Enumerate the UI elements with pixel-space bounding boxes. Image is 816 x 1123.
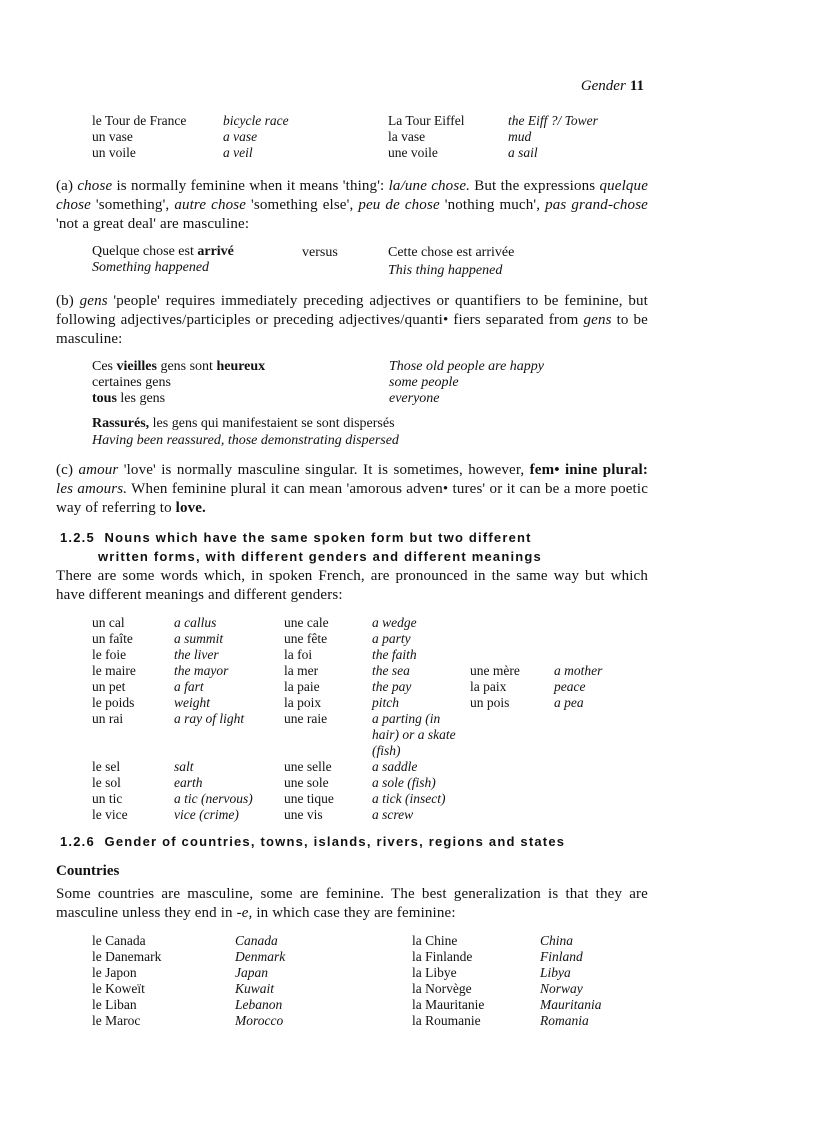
table-row [92, 615, 624, 631]
translation-cell: peace [554, 679, 586, 694]
tour-vase-voile-table [92, 113, 638, 161]
french-word-cell: la Chine [412, 933, 458, 948]
french-word-cell: la Finlande [412, 949, 473, 964]
french-word-cell: le Koweït [92, 981, 145, 996]
table-row [92, 965, 650, 981]
french-word-cell: un vase [92, 129, 133, 144]
table-row [92, 1013, 650, 1029]
example-a-french-1: Quelque chose est arrivé [92, 244, 234, 259]
french-word-cell: le Japon [92, 965, 137, 980]
table-row [92, 711, 624, 759]
french-word-cell: un cal [92, 615, 125, 630]
translation-cell: mud [508, 129, 532, 144]
translation-cell: Kuwait [235, 981, 275, 996]
french-word-cell: une sole [284, 775, 329, 790]
translation-cell: China [540, 933, 574, 948]
table-row [92, 647, 624, 663]
french-word-cell: une mère [470, 663, 520, 678]
french-word-cell: le Maroc [92, 1013, 141, 1028]
french-word-cell [470, 615, 554, 631]
translation-cell: a tick (insect) [372, 791, 446, 806]
translation-cell: a parting (in hair) or a skate (fish) [372, 711, 456, 758]
versus-label: versus [302, 245, 338, 260]
page-number: 11 [629, 78, 644, 94]
french-word-cell: un voile [92, 145, 136, 160]
french-word-cell: la foi [284, 647, 313, 662]
countries-table [92, 933, 650, 1029]
translation-cell: Canada [235, 933, 278, 948]
french-word-cell: le foie [92, 647, 127, 662]
french-word-cell: le poids [92, 695, 135, 710]
example-b-line-3: tous les gens [92, 391, 166, 406]
french-word-cell: la vase [388, 129, 426, 144]
translation-cell [554, 791, 624, 807]
french-word-cell [470, 791, 554, 807]
table-row [92, 695, 624, 711]
french-word-cell: la paix [470, 679, 507, 694]
french-word-cell: une fête [284, 631, 328, 646]
countries-subheading: Countries [56, 863, 120, 879]
translation-cell: a wedge [372, 615, 417, 630]
table-row [92, 631, 624, 647]
running-title: Gender [580, 78, 626, 94]
french-word-cell: le Tour de France [92, 113, 187, 128]
french-word-cell: le sel [92, 759, 121, 774]
translation-cell: Lebanon [235, 997, 283, 1012]
translation-cell: a ray of light [174, 711, 245, 726]
french-word-cell: le vice [92, 807, 128, 822]
translation-cell [554, 615, 624, 631]
example-b-line-1: Ces vieilles gens sont heureux [92, 359, 266, 374]
translation-cell: earth [174, 775, 203, 790]
table-row [92, 679, 624, 695]
translation-cell: the mayor [174, 663, 229, 678]
translation-cell: the sea [372, 663, 410, 678]
translation-cell: bicycle race [223, 113, 289, 128]
paragraph-c: (c) amour 'love' is normally masculine singular. It is sometimes, however, fem• inine plural: les amours. When feminine plural it can mean 'amorous adven• tures' or it can be a more poetic way of referring to love. [56, 462, 648, 516]
french-word-cell: un faîte [92, 631, 133, 646]
french-word-cell: une cale [284, 615, 329, 630]
translation-cell: a pea [554, 695, 584, 710]
translation-cell [554, 711, 624, 759]
french-word-cell: la Mauritanie [412, 997, 485, 1012]
french-word-cell: un pet [92, 679, 126, 694]
translation-cell [554, 647, 624, 663]
table-row [92, 981, 650, 997]
example-b-line-4: Rassurés, les gens qui manifestaient se sont dispersés [92, 416, 395, 431]
translation-cell [554, 631, 624, 647]
translation-cell: Libya [540, 965, 571, 980]
example-b-english-3: everyone [389, 391, 440, 406]
french-word-cell [470, 631, 554, 647]
french-word-cell: un pois [470, 695, 510, 710]
translation-cell: a summit [174, 631, 224, 646]
french-word-cell [470, 647, 554, 663]
example-b-line-2: certaines gens [92, 375, 171, 390]
translation-cell: Romania [540, 1013, 589, 1028]
french-word-cell: le maire [92, 663, 136, 678]
table-row [92, 663, 624, 679]
translation-cell: a veil [223, 145, 253, 160]
table-row [92, 791, 624, 807]
translation-cell: pitch [372, 695, 399, 710]
translation-cell: a fart [174, 679, 204, 694]
translation-cell: the pay [372, 679, 412, 694]
section-1-2-5-intro: There are some words which, in spoken French, are pronounced in the same way but which have different meanings and different genders: [56, 568, 648, 603]
translation-cell: Denmark [235, 949, 286, 964]
running-header [581, 78, 644, 95]
translation-cell: a screw [372, 807, 414, 822]
french-word-cell [470, 759, 554, 775]
french-word-cell: la Norvège [412, 981, 472, 996]
translation-cell: Morocco [235, 1013, 284, 1028]
table-row [92, 933, 650, 949]
translation-cell: a sole (fish) [372, 775, 436, 790]
french-word-cell: le sol [92, 775, 121, 790]
translation-cell: a party [372, 631, 411, 646]
table-row [92, 113, 638, 129]
translation-cell: Finland [540, 949, 583, 964]
translation-cell: a vase [223, 129, 258, 144]
translation-cell: a sail [508, 145, 538, 160]
french-word-cell: un tic [92, 791, 123, 806]
french-word-cell: une selle [284, 759, 332, 774]
section-1-2-6-intro: Some countries are masculine, some are feminine. The best generalization is that they are masculine unless they end in -e, in which case they are feminine: [56, 886, 648, 921]
table-row [92, 129, 638, 145]
table-row [92, 759, 624, 775]
translation-cell: a saddle [372, 759, 418, 774]
section-1-2-6-heading: 1.2.6 Gender of countries, towns, islands, rivers, regions and states [60, 834, 566, 849]
paragraph-b: (b) gens 'people' requires immediately preceding adjectives or quantifiers to be feminine, but following adjectives/participles or preceding adjectives/quanti• fiers separated from gens to be masculine: [56, 293, 648, 347]
translation-cell: a tic (nervous) [174, 791, 253, 806]
translation-cell: Japan [235, 965, 268, 980]
translation-cell: weight [174, 695, 210, 710]
french-word-cell: la paie [284, 679, 320, 694]
example-b-english-4: Having been reassured, those demonstrating dispersed [92, 433, 399, 448]
translation-cell [554, 759, 624, 775]
section-1-2-5-heading: 1.2.5 Nouns which have the same spoken form but two different written forms, with different genders and different meanings [60, 530, 542, 564]
translation-cell: a callus [174, 615, 217, 630]
table-row [92, 949, 650, 965]
paragraph-a: (a) chose is normally feminine when it means 'thing': la/une chose. But the expressions quelque chose 'something', autre chose 'something else', peu de chose 'nothing much', pas grand-chose 'not a great deal' are masculine: [56, 178, 649, 232]
translation-cell: Norway [540, 981, 583, 996]
homophone-table [92, 615, 624, 823]
french-word-cell: le Canada [92, 933, 146, 948]
translation-cell: the faith [372, 647, 417, 662]
french-word-cell: une vis [284, 807, 323, 822]
translation-cell: the liver [174, 647, 219, 662]
french-word-cell: la Libye [412, 965, 457, 980]
translation-cell: salt [174, 759, 194, 774]
french-word-cell: un rai [92, 711, 124, 726]
french-word-cell: une raie [284, 711, 328, 726]
translation-cell: Mauritania [540, 997, 602, 1012]
translation-cell [554, 807, 624, 823]
translation-cell [554, 775, 624, 791]
french-word-cell: le Liban [92, 997, 137, 1012]
example-a-french-2: Cette chose est arrivée [388, 245, 515, 260]
example-b-english-1: Those old people are happy [389, 359, 545, 374]
table-row [92, 145, 638, 161]
translation-cell: a mother [554, 663, 603, 678]
french-word-cell: la poix [284, 695, 322, 710]
french-word-cell: la Roumanie [412, 1013, 481, 1028]
example-a-english-1: Something happened [92, 260, 210, 275]
translation-cell: vice (crime) [174, 807, 239, 822]
french-word-cell: le Danemark [92, 949, 162, 964]
table-row [92, 997, 650, 1013]
example-a-english-2: This thing happened [388, 263, 503, 278]
french-word-cell [470, 711, 554, 759]
example-b-english-2: some people [389, 375, 459, 390]
french-word-cell: la mer [284, 663, 319, 678]
french-word-cell: une tique [284, 791, 334, 806]
french-word-cell [470, 807, 554, 823]
french-word-cell: une voile [388, 145, 438, 160]
french-word-cell: La Tour Eiffel [388, 113, 465, 128]
french-word-cell [470, 775, 554, 791]
table-row [92, 807, 624, 823]
table-row [92, 775, 624, 791]
translation-cell: the Eiff ?/ Tower [508, 113, 598, 128]
